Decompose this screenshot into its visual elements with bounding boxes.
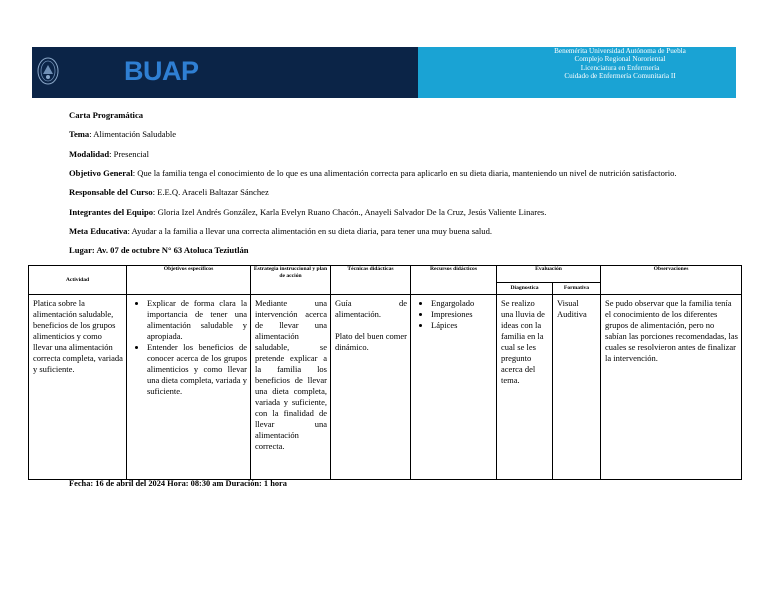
table-header-row (29, 266, 742, 283)
course-name: Cuidado de Enfermería Comunitaria II (564, 71, 676, 80)
header-formativa: Formativa (553, 283, 601, 295)
field-responsable: Responsable del Curso: E.E.Q. Araceli Baltazar Sánchez (69, 187, 269, 197)
university-seal-icon (37, 56, 59, 86)
cell-formativa: Visual Auditiva (553, 295, 601, 480)
field-modalidad: Modalidad: Presencial (69, 149, 149, 159)
header-recursos: Recursos didácticos (411, 266, 497, 295)
program-table (28, 265, 742, 480)
list-item: • Explicar de forma clara la importancia de tener una alimentación saludable y apropiada. (147, 298, 247, 342)
list-item: • Lápices (431, 320, 493, 331)
list-item: • Impresiones (431, 309, 493, 320)
cell-objetivos (127, 295, 251, 480)
header-observaciones: Observaciones (601, 266, 742, 295)
list-item: • Engargolado (431, 298, 493, 309)
header-institution-info (520, 47, 720, 80)
header-tecnicas: Técnicas didácticas (331, 266, 411, 295)
header-objetivos: Objetivos específicos (127, 266, 251, 295)
cell-diagnostica: Se realizo una lluvia de ideas con la familia en la cual se les pregunto acerca del tema. (497, 295, 553, 480)
list-item: • Entender los beneficios de conocer acerca de los grupos alimenticios y como llevar una dieta completa, variada y suficiente. (147, 342, 247, 397)
cell-estrategia: Mediante una intervención acerca de llevar una alimentación saludable, se pretende explicar a la familia los beneficios de llevar una dieta completa, variada y suficiente, con la finalidad de llevar una alimentación correcta. (251, 295, 331, 480)
field-objetivo-general: Objetivo General: Que la familia tenga el conocimiento de lo que es una alimentación correcta para aplicarlo en su dieta diaria, manteniendo un nivel de nutrición satisfactorio. (69, 168, 677, 178)
cell-observaciones: Se pudo observar que la familia tenía el conocimiento de los diferentes grupos de alimentación, pero no sabían las porciones recomendadas, las cuales se resolvieron antes de finalizar la intervención. (601, 295, 742, 480)
program-name: Licenciatura en Enfermería (580, 63, 660, 72)
document-title: Carta Programática (69, 110, 144, 120)
tecnica-plato: Plato del buen comer dinámico. (335, 331, 407, 352)
header-diagnostica: Diagnostica (497, 283, 553, 295)
field-lugar: Lugar: Av. 07 de octubre N° 63 Atoluca Teziutlán (69, 245, 249, 255)
header-actividad: Actividad (29, 266, 127, 295)
footer-date-time: Fecha: 16 de abril del 2024 Hora: 08:30 am Duración: 1 hora (69, 479, 287, 488)
institution-name: Benemérita Universidad Autónoma de Puebla (554, 47, 686, 55)
tecnica-guia: Guía de alimentación. (335, 298, 407, 319)
campus-name: Complejo Regional Nororiental (574, 55, 666, 64)
cell-actividad: Platica sobre la alimentación saludable, beneficios de los grupos alimenticios y como llevar una alimentación correcta completa, variada y suficiente. (29, 295, 127, 480)
header-estrategia: Estrategia instruccional y plan de acción (251, 266, 331, 295)
field-integrantes: Integrantes del Equipo: Gloria Izel Andrés González, Karla Evelyn Ruano Chacón., Anayeli Salvador De la Cruz, Jesús Valiente Linares. (69, 207, 547, 217)
buap-logo: BUAP (124, 56, 199, 86)
cell-recursos (411, 295, 497, 480)
table-row (29, 295, 742, 480)
field-meta-educativa: Meta Educativa: Ayudar a la familia a llevar una correcta alimentación en su dieta diaria, para tener una muy buena salud. (69, 226, 493, 236)
header-evaluacion: Evaluación (497, 266, 601, 283)
cell-tecnicas (331, 295, 411, 480)
recursos-list (415, 298, 493, 331)
header-banner-dark (32, 47, 418, 98)
field-tema: Tema: Alimentación Saludable (69, 129, 177, 139)
objetivos-list (131, 298, 247, 397)
